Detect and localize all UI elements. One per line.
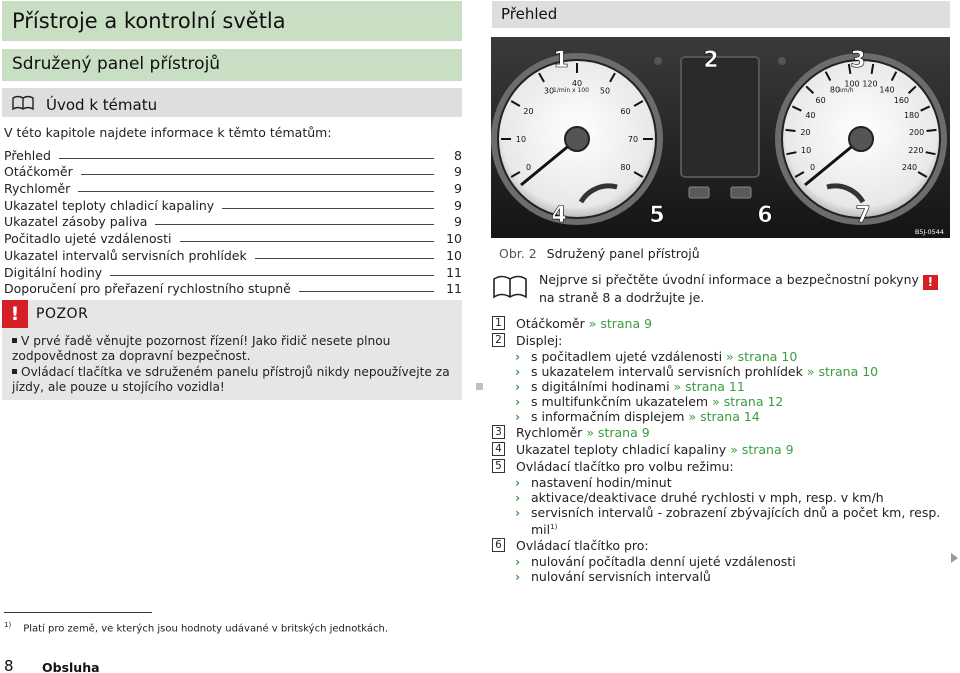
toc-entry[interactable]	[4, 246, 462, 263]
figure-callout-number: 6	[757, 203, 773, 228]
toc-entry[interactable]	[4, 163, 462, 180]
mode-button	[689, 187, 709, 198]
legend-item	[492, 441, 952, 458]
toc-label: Ukazatel intervalů servisních prohlídek	[4, 247, 247, 263]
gauge-tick-label: 70	[627, 135, 639, 144]
toc-label: Ukazatel zásoby paliva	[4, 214, 148, 230]
chevron-right-icon: ›	[515, 554, 521, 570]
legend-number: 2	[492, 333, 505, 347]
legend-subitem	[492, 505, 952, 537]
intro-heading: Úvod k tématu	[46, 96, 158, 114]
legend-text: Displej:	[516, 333, 563, 348]
gauge-tick-label: 0	[809, 163, 816, 172]
subitem-text: servisních intervalů - zobrazení zbývajících dnů a počet km, resp. mil	[531, 505, 941, 538]
open-book-icon	[12, 95, 34, 115]
legend-subitem	[492, 349, 952, 364]
toc-page: 9	[454, 181, 462, 197]
gauge-tick-label: 40	[805, 110, 816, 120]
footnote-ref: 1)	[550, 523, 558, 531]
subitem-text: nulování servisních intervalů	[531, 569, 711, 585]
gauge-tick-label: 80	[829, 85, 841, 95]
gauge-tick-label: 10	[801, 146, 812, 156]
end-of-section-square-icon	[476, 383, 483, 390]
legend-number: 1	[492, 316, 505, 330]
toc-page: 8	[454, 147, 462, 163]
chevron-right-icon: ›	[515, 364, 521, 379]
page-link[interactable]: » strana 10	[726, 349, 798, 364]
toc-page: 9	[454, 164, 462, 180]
toc-entry[interactable]	[4, 229, 462, 246]
tacho-unit-label: 1/min x 100	[553, 87, 589, 94]
warning-icon: !	[923, 275, 938, 290]
legend-number: 3	[492, 425, 505, 439]
figure-callout-number: 1	[553, 48, 569, 73]
legend-item	[492, 332, 952, 349]
toc-entry[interactable]	[4, 213, 462, 230]
tachometer-gauge	[491, 53, 663, 225]
next-page-arrow-icon[interactable]	[951, 553, 958, 563]
intro-text: V této kapitole najdete informace k těmto tématům:	[4, 125, 332, 140]
toc-leader	[180, 241, 435, 242]
legend-subitem	[492, 569, 952, 584]
toc-leader	[255, 258, 434, 259]
page-link[interactable]: » strana 9	[730, 442, 794, 457]
toc-label: Otáčkoměr	[4, 164, 73, 180]
gauge-tick-label: 0	[525, 163, 532, 172]
subitem-text: nastavení hodin/minut	[531, 475, 672, 490]
section-name: Obsluha	[42, 660, 100, 673]
chevron-right-icon: ›	[515, 505, 521, 520]
gauge-tick-label: 40	[571, 79, 583, 88]
reset-button	[731, 187, 751, 198]
toc-leader	[299, 291, 434, 292]
gauge-tick-label: 240	[901, 163, 918, 172]
toc-label: Ukazatel teploty chladicí kapaliny	[4, 197, 215, 213]
gauge-tick-label: 180	[903, 110, 920, 120]
toc-page: 10	[446, 247, 462, 263]
chapter-title: Přístroje a kontrolní světla	[2, 1, 462, 41]
toc-label: Počitadlo ujeté vzdálenosti	[4, 231, 172, 247]
gauge-tick-label: 60	[815, 96, 826, 106]
toc-label: Digitální hodiny	[4, 264, 103, 280]
legend-text: Ovládací tlačítko pro:	[516, 538, 649, 554]
figure-callout-number: 3	[850, 48, 866, 73]
toc-leader	[110, 275, 434, 276]
toc-entry[interactable]	[4, 146, 462, 163]
page-number: 8	[4, 657, 14, 673]
figure-label: Obr. 2	[499, 246, 537, 261]
legend-number: 5	[492, 459, 505, 473]
section-title: Sdružený panel přístrojů	[2, 49, 462, 81]
page-link[interactable]: » strana 9	[588, 316, 653, 331]
page-link[interactable]: » strana 9	[586, 425, 650, 440]
legend-item	[492, 537, 952, 554]
chevron-right-icon: ›	[515, 409, 521, 424]
legend-number: 4	[492, 442, 505, 456]
warning-text	[12, 334, 458, 395]
legend-subitem	[492, 475, 952, 490]
toc-leader	[59, 158, 434, 159]
toc-entry[interactable]	[4, 196, 462, 213]
legend-text: Rychloměr	[516, 425, 583, 440]
subitem-text: nulování počítadla denní ujeté vzdálenosti	[531, 554, 796, 570]
subitem-text: aktivace/deaktivace druhé rychlosti v mph, resp. v km/h	[531, 490, 884, 505]
speedometer-gauge	[775, 53, 947, 225]
footnote	[4, 621, 388, 634]
legend-subitem	[492, 379, 952, 394]
legend-subitem	[492, 409, 952, 424]
gauge-tick-label: 220	[908, 146, 924, 156]
speedo-unit-label: km/h	[838, 87, 854, 94]
gauge-tick-label: 60	[620, 107, 631, 116]
legend-item	[492, 424, 952, 441]
figure-callout-number: 7	[855, 203, 871, 228]
instrument-panel-figure	[491, 37, 950, 238]
instrument-panel-illustration	[491, 37, 950, 238]
legend-item	[492, 458, 952, 475]
gauge-tick-label: 120	[862, 79, 878, 89]
toc-leader	[78, 191, 434, 192]
toc-label: Rychloměr	[4, 181, 71, 197]
toc-page: 11	[446, 281, 462, 297]
legend-item	[492, 315, 952, 332]
toc-entry[interactable]	[4, 280, 462, 297]
chevron-right-icon: ›	[515, 349, 521, 364]
legend-text: Ukazatel teploty chladicí kapaliny	[516, 442, 727, 457]
figure-caption-text: Sdružený panel přístrojů	[546, 246, 700, 261]
legend-subitem	[492, 554, 952, 569]
chevron-right-icon: ›	[515, 490, 521, 505]
subitem-text: s multifunkčním ukazatelem	[531, 394, 709, 409]
gauge-tick-label: 50	[599, 86, 611, 96]
subitem-text: s ukazatelem intervalů servisních prohlídek	[531, 364, 803, 379]
page-link[interactable]: » strana 12	[712, 394, 784, 409]
legend-list	[492, 315, 952, 584]
page-link[interactable]: » strana 10	[806, 364, 879, 379]
legend-subitem	[492, 490, 952, 505]
warning-item: V prvé řadě věnujte pozornost řízení! Jako řidič nesete plnou zodpovědnost za dopravní bezpečnost.	[12, 334, 391, 364]
page-link[interactable]: » strana 14	[688, 409, 760, 424]
central-display	[681, 57, 759, 177]
figure-callout-number: 5	[649, 203, 665, 228]
footnote-divider	[4, 612, 152, 613]
figure-callout-number: 4	[551, 203, 567, 228]
legend-text: Otáčkoměr	[516, 316, 585, 331]
warning-box	[2, 300, 462, 400]
table-of-contents	[4, 146, 462, 296]
bullet-square-icon	[12, 369, 17, 374]
legend-subitem	[492, 364, 952, 379]
open-book-icon	[492, 274, 528, 304]
gauge-tick-label: 160	[893, 96, 910, 106]
toc-leader	[222, 208, 434, 209]
footnote-text: Platí pro země, ve kterých jsou hodnoty udávané v britských jednotkách.	[23, 623, 389, 635]
chevron-right-icon: ›	[515, 475, 521, 490]
toc-page: 9	[454, 214, 462, 230]
gauge-tick-label: 20	[800, 128, 811, 138]
toc-leader	[155, 224, 434, 225]
footnote-mark: 1)	[4, 621, 12, 629]
gauge-tick	[927, 130, 937, 131]
subitem-text: s informačním displejem	[531, 409, 685, 424]
gauge-tick-label: 140	[879, 85, 895, 95]
page-link[interactable]: » strana 11	[673, 379, 745, 394]
toc-entry[interactable]	[4, 179, 462, 196]
gauge-tick-label: 10	[515, 135, 527, 144]
warning-item: Ovládací tlačítka ve sdruženém panelu přístrojů nikdy nepoužívejte za jízdy, ale pouze u stojícího vozidla!	[12, 364, 450, 394]
toc-leader	[81, 174, 434, 175]
chevron-right-icon: ›	[515, 394, 521, 409]
toc-label: Přehled	[4, 147, 51, 163]
warning-icon: !	[2, 300, 28, 328]
chevron-right-icon: ›	[515, 569, 521, 585]
toc-page: 11	[446, 264, 462, 280]
gauge-tick	[786, 130, 796, 131]
subitem-text: s počitadlem ujeté vzdálenosti	[531, 349, 723, 364]
gauge-tick-label: 200	[908, 128, 925, 138]
toc-label: Doporučení pro přeřazení rychlostního stupně	[4, 281, 291, 297]
subitem-text: s digitálními hodinami	[531, 379, 670, 394]
figure-callout-number: 2	[703, 48, 719, 73]
gauge-tick-label: 20	[523, 107, 534, 116]
gauge-tick-label: 80	[620, 163, 631, 172]
bullet-square-icon	[12, 338, 17, 343]
intro-heading-bar	[2, 88, 462, 117]
figure-caption	[499, 246, 700, 261]
figure-code: B5J-0544	[914, 228, 944, 236]
gauge-tick-label: 30	[543, 86, 555, 96]
legend-text: Ovládací tlačítko pro volbu režimu:	[516, 459, 734, 474]
toc-entry[interactable]	[4, 263, 462, 280]
legend-number: 6	[492, 538, 505, 552]
overview-heading: Přehled	[492, 1, 950, 28]
chevron-right-icon: ›	[515, 379, 521, 394]
toc-page: 10	[446, 231, 462, 247]
gauge-tick-label: 100	[844, 79, 860, 89]
warning-title: POZOR	[36, 306, 89, 322]
toc-page: 9	[454, 197, 462, 213]
legend-subitem	[492, 394, 952, 409]
read-first-text: Nejprve si přečtěte úvodní informace a bezpečnostní pokyny ! na straně 8 a dodržujte je.	[539, 272, 949, 306]
